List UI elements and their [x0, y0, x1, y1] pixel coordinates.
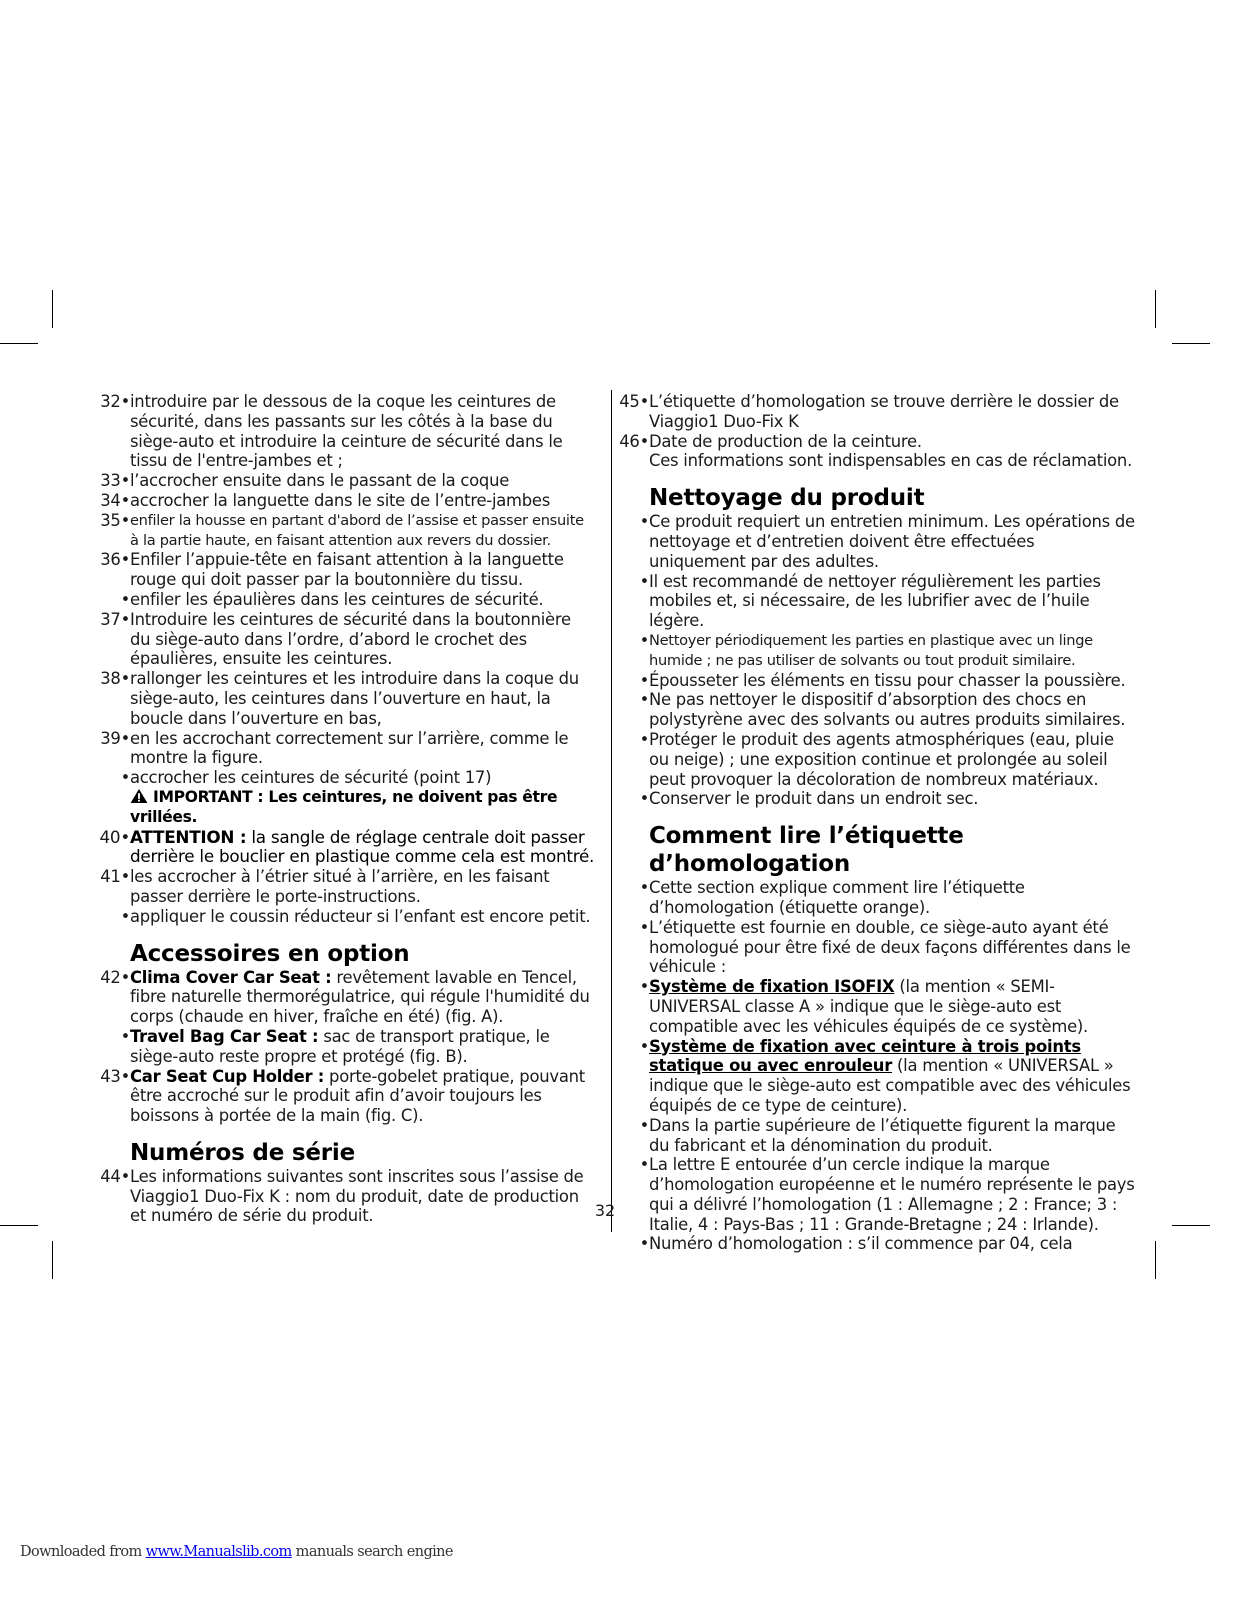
list-item-attention: 40• ATTENTION : la sangle de réglage centrale doit passer derrière le bouclier en plastique comme cela est montré. [99, 826, 595, 867]
list-item: • Ne pas nettoyer le dispositif d’absorption des chocs en polystyrène avec des solvants ou autres produits similaires. [639, 690, 1126, 730]
list-item: • appliquer le coussin réducteur si l’enfant est encore petit. [120, 906, 591, 926]
column-divider [611, 390, 612, 1232]
list-item: • La lettre E entourée d’un cercle indique la marque d’homologation européenne et le numéro représente le pays qui a délivré l’homologation (1 : Allemagne ; 2 : France; 3 : Italie, 4 : Pays-Bas ; 11 : Grande-Bretagne ; 24 : Irlande). [639, 1155, 1135, 1234]
list-item: 33• l’accrocher ensuite dans le passant de la coque [100, 471, 510, 491]
list-item: 32• introduire par le dessous de la coque les ceintures de sécurité, dans les passants sur les côtés à la base du siège-auto et introduire la ceinture de sécurité dans le tissu de l'entre-jambes et ; [100, 392, 563, 471]
list-item: 46• Date de production de la ceinture. [619, 431, 922, 451]
section-heading-cleaning: Nettoyage du produit [649, 485, 925, 512]
crop-mark [1155, 290, 1156, 328]
list-item: • Cette section explique comment lire l’étiquette d’homologation (étiquette orange). [639, 878, 1025, 917]
list-item: • Dans la partie supérieure de l’étiquette figurent la marque du fabricant et la dénomination du produit. [639, 1115, 1116, 1155]
warning-triangle-icon [130, 789, 148, 803]
crop-mark [52, 290, 53, 328]
list-item: • Épousseter les éléments en tissu pour chasser la poussière. [639, 670, 1126, 690]
manualslib-link[interactable]: www.Manualslib.com [145, 1544, 292, 1560]
right-column [615, 392, 1135, 1254]
important-warning: IMPORTANT : Les ceintures, ne doivent pas être vrillées. [130, 787, 558, 826]
list-item: 37• Introduire les ceintures de sécurité dans la boutonnière du siège-auto dans l’ordre, d’abord le crochet des épaulières, ensuite les ceintures. [100, 609, 571, 669]
crop-mark [0, 1225, 38, 1226]
list-item: 34• accrocher la languette dans le site de l’entre-jambes [100, 490, 551, 510]
crop-mark [0, 343, 38, 344]
list-item: • Nettoyer périodiquement les parties en plastique avec un linge humide ; ne pas utiliser de solvants ou tout produit similaire. [639, 630, 1093, 669]
section-heading-serial: Numéros de série [130, 1139, 356, 1166]
list-item: 36• Enfiler l’appuie-tête en faisant attention à la languette rouge qui doit passer par la boutonnière du tissu. [100, 550, 564, 590]
download-footer: Downloaded from www.Manualslib.com manuals search engine [20, 1544, 453, 1560]
list-item: • accrocher les ceintures de sécurité (point 17) [120, 768, 492, 788]
crop-mark [1155, 1241, 1156, 1279]
list-item: 45• L’étiquette d’homologation se trouve derrière le dossier de Viaggio1 Duo-Fix K [619, 392, 1119, 431]
list-item: 35• enfiler la housse en partant d'abord de l’assise et passer ensuite à la partie haute, en faisant attention aux revers du dossier. [100, 510, 584, 549]
list-item: • Conserver le produit dans un endroit sec. [639, 789, 979, 809]
list-item: • Numéro d’homologation : s’il commence par 04, cela [639, 1234, 1073, 1254]
crop-mark [1172, 343, 1210, 344]
list-item: • Il est recommandé de nettoyer régulièrement les parties mobiles et, si nécessaire, de les lubrifier avec de l’huile légère. [639, 571, 1101, 631]
list-item-belt: • Système de fixation avec ceinture à trois points statique ou avec enrouleur (la mention « UNIVERSAL » indique que le siège-auto est compatible avec des véhicules équipés de ce type de ceinture). [639, 1036, 1131, 1115]
crop-mark [52, 1241, 53, 1279]
list-item: • L’étiquette est fournie en double, ce siège-auto ayant été homologué pour être fixé de deux façons différentes dans le véhicule : [639, 917, 1131, 977]
crop-mark [1172, 1225, 1210, 1226]
left-column [96, 392, 596, 1226]
list-item: 43• Car Seat Cup Holder : porte-gobelet pratique, pouvant être accroché sur le produit afin d’avoir toujours les boissons à portée de la main (fig. C). [100, 1066, 585, 1126]
list-item-isofix: • Système de fixation ISOFIX (la mention « SEMI-UNIVERSAL classe A » indique que le siège-auto est compatible avec les véhicules équipés de ce système). [639, 977, 1089, 1036]
list-item: 42• Clima Cover Car Seat : revêtement lavable en Tencel, fibre naturelle thermorégulatrice, qui régule l'humidité du corps (chaude en hiver, fraîche en été) (fig. A). [100, 967, 590, 1027]
list-items-32-39 [96, 392, 596, 788]
section-heading-label: Comment lire l’étiquette d’homologation [649, 823, 964, 878]
list-item: • Ce produit requiert un entretien minimum. Les opérations de nettoyage et d’entretien doivent être effectuées uniquement par des adultes. [639, 512, 1135, 571]
page-number: 32 [594, 1201, 616, 1220]
list-item: 44• Les informations suivantes sont inscrites sous l’assise de Viaggio1 Duo-Fix K : nom du produit, date de production et numéro de série du produit. [100, 1166, 584, 1226]
list-item: Ces informations sont indispensables en cas de réclamation. [649, 451, 1133, 471]
list-item: 38• rallonger les ceintures et les introduire dans la coque du siège-auto, les ceintures dans l’ouverture en haut, la boucle dans l’ouverture en bas, [100, 669, 579, 728]
list-item: • Protéger le produit des agents atmosphériques (eau, pluie ou neige) ; une exposition continue et prolongée au soleil peut provoquer la décoloration de nombreux matériaux. [639, 729, 1114, 789]
section-heading-accessories: Accessoires en option [130, 940, 410, 967]
list-item: • Travel Bag Car Seat : sac de transport pratique, le siège-auto reste propre et protégé (fig. B). [120, 1026, 550, 1066]
list-item: 41• les accrocher à l’étrier situé à l’arrière, en les faisant passer derrière le porte-instructions. [100, 867, 550, 906]
list-item: • enfiler les épaulières dans les ceintures de sécurité. [120, 589, 544, 609]
list-item: 39• en les accrochant correctement sur l’arrière, comme le montre la figure. [100, 728, 569, 768]
